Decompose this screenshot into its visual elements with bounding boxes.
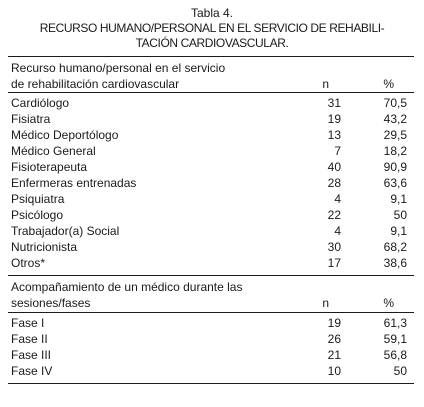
table-caption [0, 6, 424, 51]
row-label: Otros* [11, 256, 46, 270]
row-label: Psicólogo [11, 208, 64, 222]
row-pct: 63,6 [383, 176, 407, 190]
table-row [11, 223, 407, 239]
row-label: Fisiatra [11, 112, 51, 126]
row-label: Fase IV [11, 364, 53, 378]
row-label: Enfermeras entrenadas [11, 176, 137, 190]
row-label: Médico General [11, 144, 96, 158]
row-label: Psiquiatra [11, 192, 65, 206]
table-row [11, 191, 407, 207]
row-n: 7 [334, 144, 341, 158]
row-label: Cardiólogo [11, 96, 70, 110]
row-label: Fase III [11, 348, 52, 362]
row-pct: 50 [393, 364, 407, 378]
top-rule [8, 56, 414, 57]
row-n: 26 [327, 332, 341, 346]
table-row [11, 315, 407, 331]
row-pct: 68,2 [383, 240, 407, 254]
row-pct: 50 [393, 208, 407, 222]
section2-header-line1: Acompañamiento de un médico durante las [11, 280, 243, 294]
table-title: Tabla 4. [190, 6, 234, 20]
row-label: Médico Deportólogo [11, 128, 119, 142]
section-divider-rule [8, 275, 414, 276]
section1-header-rule [8, 92, 414, 93]
row-n: 4 [334, 224, 341, 238]
bottom-rule [8, 383, 414, 384]
table-row [11, 331, 407, 347]
table-row [11, 255, 407, 271]
row-n: 22 [327, 208, 341, 222]
table-row [11, 175, 407, 191]
row-pct: 61,3 [383, 316, 407, 330]
row-pct: 59,1 [383, 332, 407, 346]
table-subtitle-line2: TACIÓN CARDIOVASCULAR. [135, 36, 289, 50]
row-pct: 9,1 [390, 192, 407, 206]
table-row [11, 239, 407, 255]
section2-col-pct: % [383, 296, 394, 310]
row-label: Fisioterapeuta [11, 160, 88, 174]
section1-col-n: n [322, 77, 329, 91]
table-subtitle-line1: RECURSO HUMANO/PERSONAL EN EL SERVICIO DE REHABILI- [39, 21, 385, 35]
row-label: Fase II [11, 332, 48, 346]
row-n: 28 [327, 176, 341, 190]
row-pct: 29,5 [383, 128, 407, 142]
section1-header-line1: Recurso humano/personal en el servicio [11, 61, 226, 75]
row-n: 31 [327, 96, 341, 110]
row-pct: 38,6 [383, 256, 407, 270]
table-row [11, 363, 407, 379]
section1-col-pct: % [383, 77, 394, 91]
section2-rows [11, 315, 407, 379]
row-pct: 43,2 [383, 112, 407, 126]
table-row [11, 95, 407, 111]
row-label: Trabajador(a) Social [11, 224, 120, 238]
table-row [11, 127, 407, 143]
row-n: 10 [327, 364, 341, 378]
table-row [11, 159, 407, 175]
row-n: 17 [327, 256, 341, 270]
row-n: 21 [327, 348, 341, 362]
table-row [11, 347, 407, 363]
row-n: 13 [327, 128, 341, 142]
row-n: 4 [334, 192, 341, 206]
row-pct: 90,9 [383, 160, 407, 174]
section1-header-line2: de rehabilitación cardiovascular [11, 77, 180, 91]
row-pct: 9,1 [390, 224, 407, 238]
row-label: Fase I [11, 316, 45, 330]
section2-header-line2: sesiones/fases [11, 296, 91, 310]
row-n: 19 [327, 316, 341, 330]
row-n: 30 [327, 240, 341, 254]
row-pct: 18,2 [383, 144, 407, 158]
section1-rows [11, 95, 407, 271]
row-n: 40 [327, 160, 341, 174]
section2-col-n: n [322, 296, 329, 310]
row-n: 19 [327, 112, 341, 126]
row-label: Nutricionista [11, 240, 78, 254]
row-pct: 70,5 [383, 96, 407, 110]
section2-header-rule [8, 312, 414, 313]
table-row [11, 111, 407, 127]
table-row [11, 143, 407, 159]
row-pct: 56,8 [383, 348, 407, 362]
table-row [11, 207, 407, 223]
